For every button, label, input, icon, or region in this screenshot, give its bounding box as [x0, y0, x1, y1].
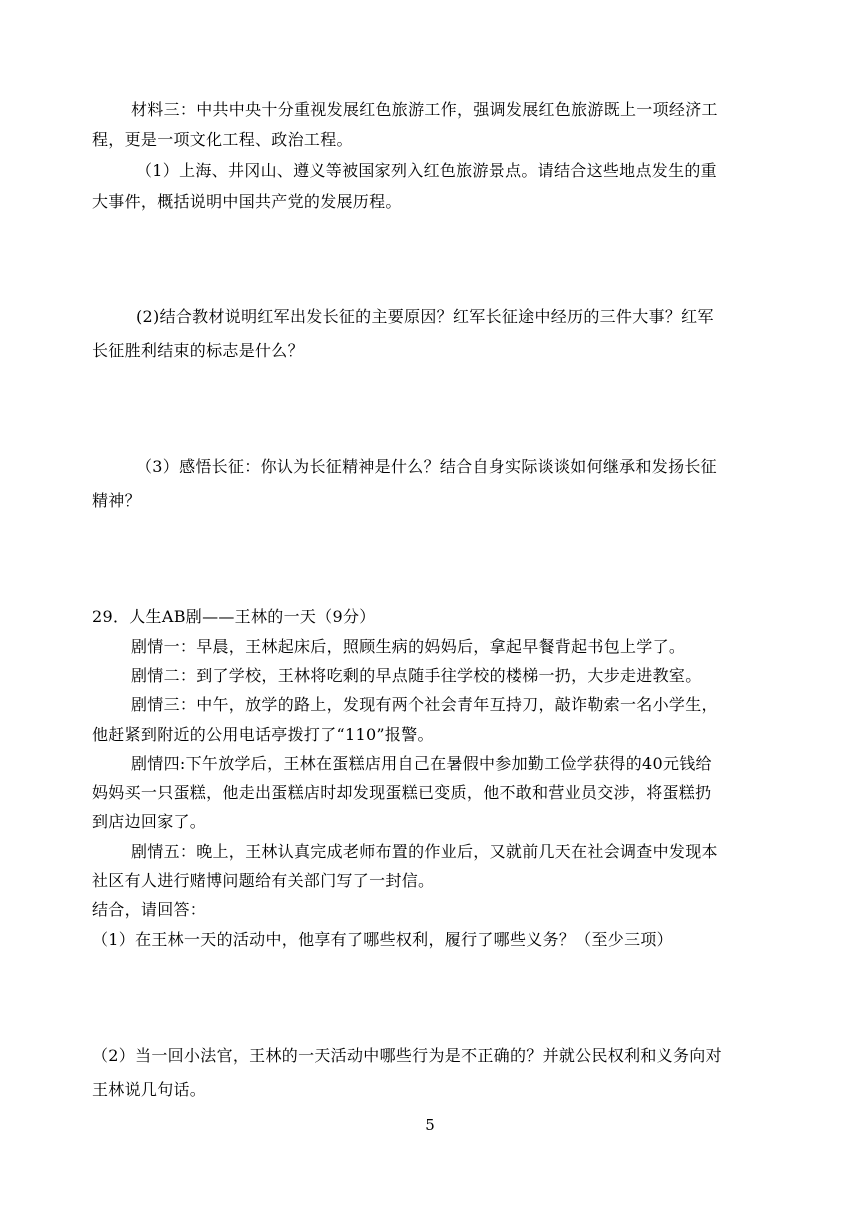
plot-3-line2: 他赶紧到附近的公用电话亭拨打了“110”报警。: [92, 725, 434, 744]
sub-question-2-line1: （2）当一回小法官，王林的一天活动中哪些行为是不正确的？并就公民权利和义务向对: [92, 1046, 722, 1065]
question-29-title: 29．人生AB剧——王林的一天（9分）: [92, 607, 376, 626]
plot-4-line2: 妈妈买一只蛋糕，他走出蛋糕店时却发现蛋糕已变质，他不敢和营业员交涉，将蛋糕扔: [92, 783, 712, 802]
question-1-line1: （1）上海、井冈山、遵义等被国家列入红色旅游景点。请结合这些地点发生的重: [136, 161, 717, 180]
page-number: 5: [425, 1116, 435, 1134]
plot-1: 剧情一：早晨，王林起床后，照顾生病的妈妈后，拿起早餐背起书包上学了。: [131, 637, 686, 656]
question-2-line2: 长征胜利结束的标志是什么？: [92, 341, 304, 360]
plot-3-line1: 剧情三：中午，放学的路上，发现有两个社会青年互持刀，敲诈勒索一名小学生，: [131, 695, 718, 714]
sub-question-2-line2: 王林说几句话。: [92, 1080, 207, 1099]
question-3-line1: （3）感悟长征：你认为长征精神是什么？结合自身实际谈谈如何继承和发扬长征: [136, 457, 717, 476]
plot-4-line1: 剧情四:下午放学后，王林在蛋糕店用自己在暑假中参加勤工俭学获得的40元钱给: [131, 754, 712, 773]
plot-5-line2: 社区有人进行赌博问题给有关部门写了一封信。: [92, 871, 435, 890]
plot-4-line3: 到店边回家了。: [92, 812, 207, 831]
material3-line1: 材料三：中共中央十分重视发展红色旅游工作，强调发展红色旅游既上一项经济工: [131, 100, 718, 119]
question-1-line2: 大事件，概括说明中国共产党的发展历程。: [92, 192, 402, 211]
question-2-line1: (2)结合教材说明红军出发长征的主要原因？红军长征途中经历的三件大事？红军: [136, 307, 714, 326]
material3-line2: 程，更是一项文化工程、政治工程。: [92, 130, 353, 149]
question-3-line2: 精神？: [92, 491, 141, 510]
sub-question-1: （1）在王林一天的活动中，他享有了哪些权利，履行了哪些义务？（至少三项）: [92, 930, 673, 949]
answer-prompt: 结合，请回答：: [92, 900, 207, 919]
plot-2: 剧情二：到了学校，王林将吃剩的早点随手往学校的楼梯一扔，大步走进教室。: [131, 666, 702, 685]
plot-5-line1: 剧情五：晚上，王林认真完成老师布置的作业后，又就前几天在社会调查中发现本: [131, 842, 718, 861]
